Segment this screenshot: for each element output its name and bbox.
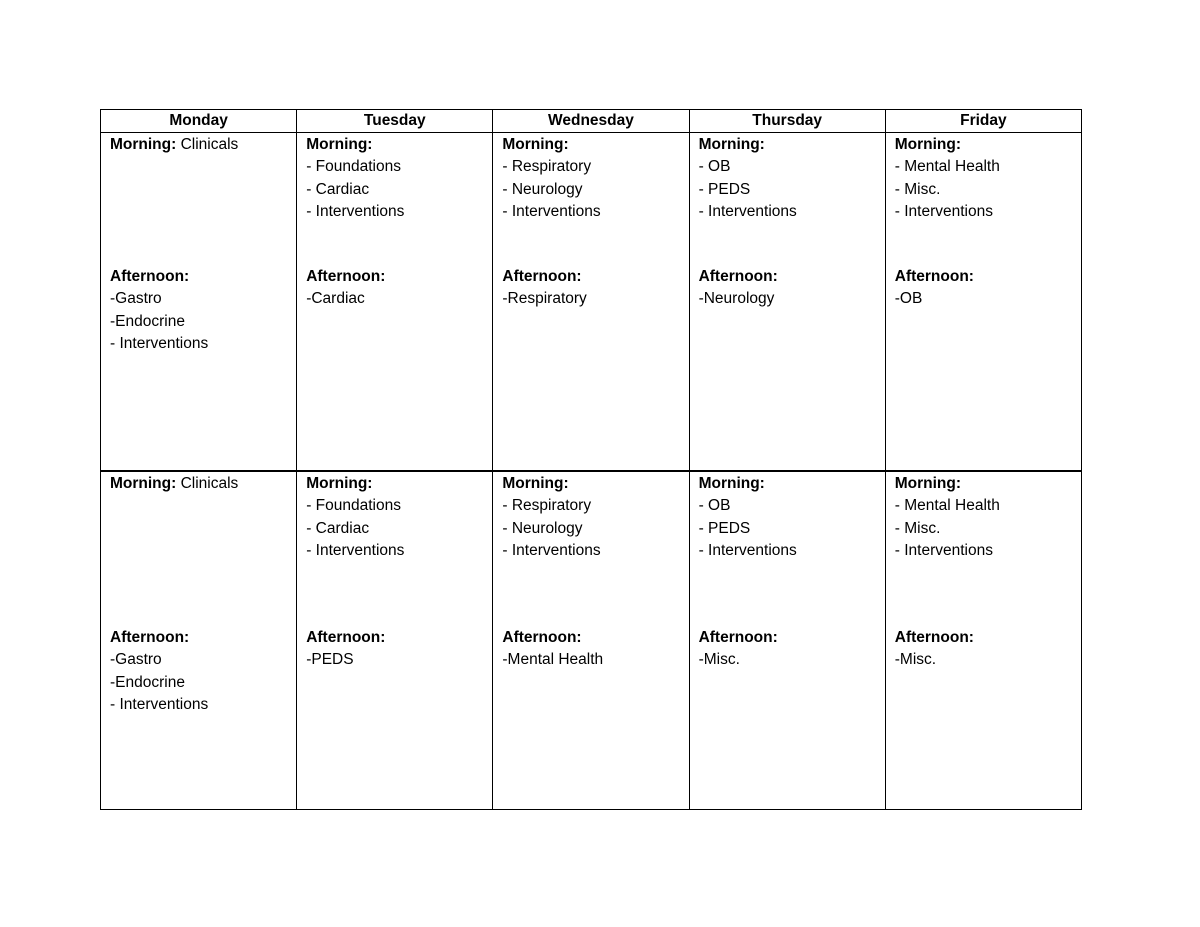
morning-label: Morning: (306, 136, 373, 153)
morning-line (699, 134, 881, 156)
morning-line (306, 134, 488, 156)
morning-item: - Misc. (894, 519, 941, 537)
afternoon-block (895, 627, 1077, 672)
afternoon-block (895, 266, 1077, 311)
morning-item: - OB (698, 158, 731, 176)
morning-item: - Mental Health (894, 497, 1000, 515)
afternoon-item: - Interventions (110, 334, 209, 352)
day-header-thursday: Thursday (689, 110, 885, 133)
morning-item: - Interventions (306, 202, 405, 220)
afternoon-block (502, 627, 684, 672)
schedule-cell-thursday (689, 133, 885, 472)
afternoon-item: -Endocrine (110, 673, 185, 691)
afternoon-block (699, 627, 881, 672)
morning-item: - Respiratory (502, 497, 592, 515)
morning-item: - Neurology (502, 519, 583, 537)
morning-line (699, 473, 881, 495)
morning-label: Morning: (306, 475, 373, 492)
day-header-tuesday: Tuesday (297, 110, 493, 133)
morning-block (110, 134, 292, 156)
morning-item: - Cardiac (306, 519, 370, 537)
morning-line (895, 134, 1077, 156)
morning-item: - Interventions (698, 202, 797, 220)
afternoon-block (110, 627, 292, 716)
morning-item: - Neurology (502, 180, 583, 198)
morning-item: - Interventions (894, 202, 993, 220)
morning-item: - PEDS (698, 180, 751, 198)
morning-item: - Cardiac (306, 180, 370, 198)
day-header-friday: Friday (885, 110, 1081, 133)
morning-label: Morning: (502, 475, 569, 492)
morning-block (502, 134, 684, 223)
week-row-1 (101, 133, 1082, 472)
morning-item: - OB (698, 497, 731, 515)
afternoon-label: Afternoon: (502, 629, 582, 646)
afternoon-item: -Respiratory (502, 290, 587, 308)
morning-label: Morning: (698, 475, 765, 492)
morning-item: - Foundations (306, 158, 401, 176)
schedule-cell-friday (885, 471, 1081, 810)
morning-item: - Misc. (894, 180, 941, 198)
morning-block (699, 473, 881, 562)
afternoon-item: -Gastro (110, 651, 162, 669)
afternoon-item: -Misc. (894, 651, 937, 669)
morning-line (895, 473, 1077, 495)
morning-item: - Interventions (894, 541, 993, 559)
schedule-cell-thursday (689, 471, 885, 810)
afternoon-item: -PEDS (306, 651, 354, 669)
morning-label: Morning: (502, 136, 569, 153)
morning-item: - Interventions (306, 541, 405, 559)
afternoon-label: Afternoon: (110, 268, 190, 285)
morning-item: - Respiratory (502, 158, 592, 176)
morning-label: Morning: (894, 475, 962, 492)
afternoon-block (306, 627, 488, 672)
morning-line (110, 134, 292, 156)
afternoon-block (502, 266, 684, 311)
morning-block (502, 473, 684, 562)
afternoon-label: Afternoon: (894, 629, 974, 646)
morning-block (699, 134, 881, 223)
afternoon-item: - Interventions (110, 695, 209, 713)
weekly-schedule-table (100, 109, 1082, 810)
morning-label: Morning: (698, 136, 765, 153)
morning-label: Morning: (894, 136, 962, 153)
afternoon-label: Afternoon: (698, 268, 778, 285)
schedule-cell-tuesday (297, 471, 493, 810)
schedule-cell-wednesday (493, 133, 689, 472)
day-header-wednesday: Wednesday (493, 110, 689, 133)
afternoon-label: Afternoon: (894, 268, 974, 285)
afternoon-block (110, 266, 292, 355)
schedule-cell-monday (101, 471, 297, 810)
afternoon-label: Afternoon: (698, 629, 778, 646)
schedule-cell-friday (885, 133, 1081, 472)
morning-block (306, 134, 488, 223)
afternoon-label: Afternoon: (502, 268, 582, 285)
schedule-cell-wednesday (493, 471, 689, 810)
morning-block (895, 473, 1077, 562)
morning-item: - Interventions (502, 202, 601, 220)
afternoon-item: -Gastro (110, 290, 162, 308)
morning-label: Morning: (110, 136, 177, 153)
afternoon-label: Afternoon: (110, 629, 190, 646)
afternoon-item: -Neurology (698, 290, 775, 308)
schedule-cell-tuesday (297, 133, 493, 472)
morning-line (502, 134, 684, 156)
schedule-cell-monday (101, 133, 297, 472)
afternoon-item: -Cardiac (306, 290, 365, 308)
day-header-row (101, 110, 1082, 133)
afternoon-item: -Misc. (698, 651, 740, 669)
afternoon-item: -Mental Health (502, 651, 604, 669)
morning-line (110, 473, 292, 495)
afternoon-block (306, 266, 488, 311)
morning-inline-text: Clinicals (176, 136, 239, 153)
week-row-2 (101, 471, 1082, 810)
day-header-monday: Monday (101, 110, 297, 133)
morning-block (306, 473, 488, 562)
morning-item: - PEDS (698, 519, 751, 537)
morning-item: - Mental Health (894, 158, 1000, 176)
morning-block (110, 473, 292, 495)
morning-item: - Foundations (306, 497, 401, 515)
morning-line (502, 473, 684, 495)
morning-block (895, 134, 1077, 223)
afternoon-item: -OB (894, 290, 923, 308)
afternoon-label: Afternoon: (306, 629, 386, 646)
morning-inline-text: Clinicals (176, 475, 239, 492)
afternoon-label: Afternoon: (306, 268, 386, 285)
afternoon-item: -Endocrine (110, 312, 185, 330)
morning-item: - Interventions (502, 541, 601, 559)
morning-item: - Interventions (698, 541, 797, 559)
afternoon-block (699, 266, 881, 311)
morning-line (306, 473, 488, 495)
morning-label: Morning: (110, 475, 177, 492)
